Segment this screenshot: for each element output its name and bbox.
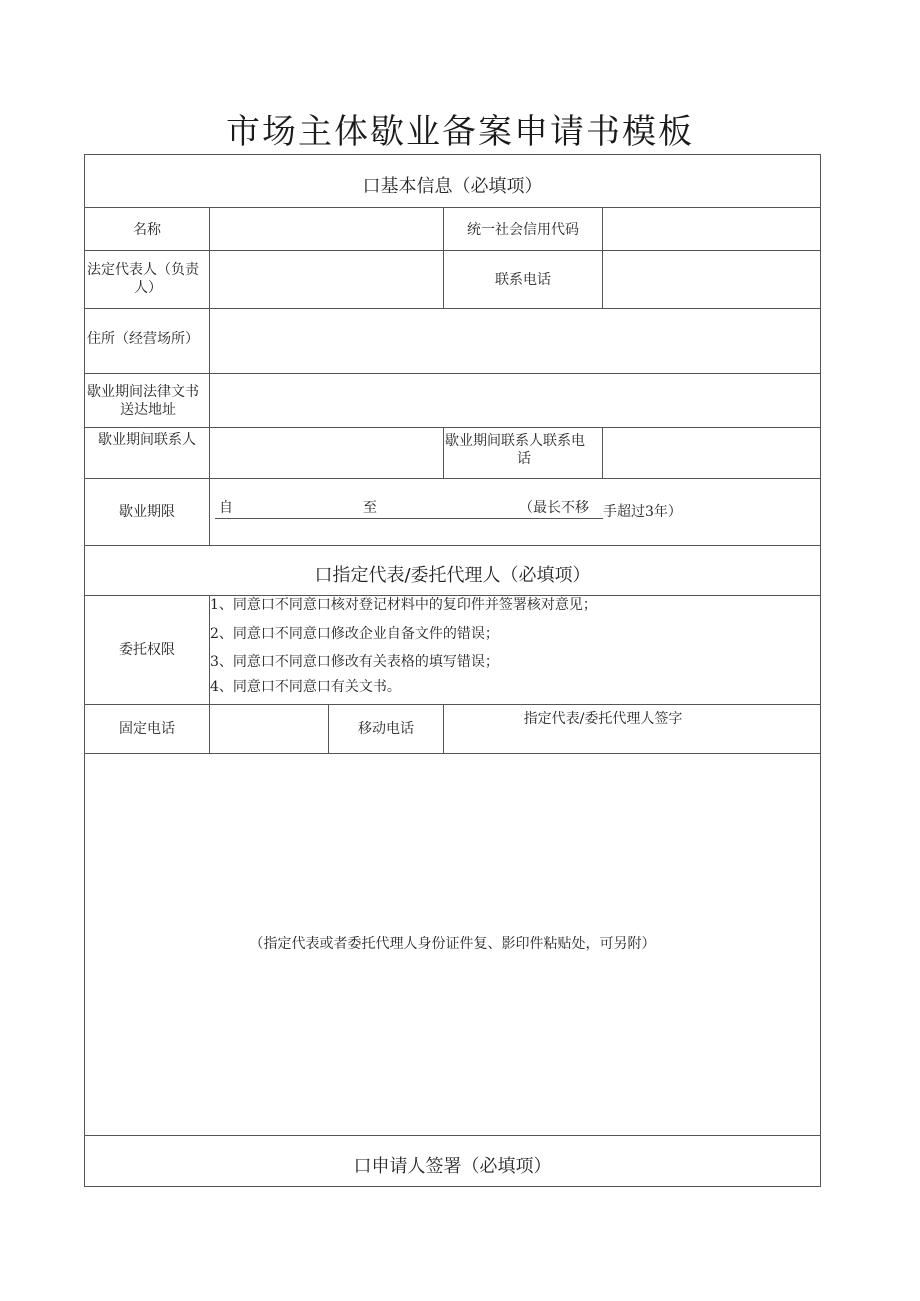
contact-phone-input[interactable]	[603, 428, 820, 478]
section-agent-heading: 口指定代表/委托代理人（必填项）	[314, 565, 591, 586]
credit-code-label: 统一社会信用代码	[467, 222, 579, 238]
period-to-input[interactable]	[381, 497, 511, 517]
address-input[interactable]	[210, 309, 820, 373]
doc-address-label-line1: 歇业期间法律文书	[87, 384, 199, 400]
period-note-a: （最长不移	[519, 500, 589, 516]
phone-label: 联系电话	[495, 272, 551, 288]
legal-rep-label-line1: 法定代表人（负责	[87, 262, 199, 278]
landline-label: 固定电话	[119, 721, 175, 737]
period-from-input[interactable]	[235, 497, 355, 517]
application-form	[84, 154, 821, 1187]
column-line	[602, 207, 603, 309]
authority-label: 委托权限	[119, 642, 175, 658]
doc-address-label-line2: 送达地址	[120, 402, 176, 418]
legal-rep-label-line2: 人）	[134, 280, 162, 296]
id-paste-note: （指定代表或者委托代理人身份证件复、影印件粘贴处，可另附）	[249, 936, 656, 952]
period-label: 歇业期限	[119, 504, 175, 520]
mobile-label: 移动电话	[358, 721, 414, 737]
phone-input[interactable]	[603, 251, 820, 308]
authority-item[interactable]: 1、同意口不同意口核对登记材料中的复印件并签署核对意见；	[210, 597, 597, 613]
column-line	[209, 595, 210, 753]
period-to-label: 至	[363, 500, 377, 516]
divider	[85, 545, 820, 546]
column-line	[443, 704, 444, 753]
divider	[85, 704, 820, 705]
contact-phone-label-line1: 歇业期间联系人联系电	[445, 433, 585, 449]
divider	[85, 1135, 820, 1136]
contact-label: 歇业期间联系人	[98, 432, 196, 448]
column-line	[328, 704, 329, 753]
authority-item[interactable]: 2、同意口不同意口修改企业自备文件的错误；	[210, 626, 499, 642]
doc-address-label	[87, 383, 209, 419]
section-basic-info-heading: 口基本信息（必填项）	[362, 176, 543, 197]
authority-item[interactable]: 4、同意口不同意口有关文书。	[210, 679, 401, 695]
period-from-label: 自	[219, 500, 233, 516]
name-input[interactable]	[210, 208, 443, 250]
credit-code-input[interactable]	[603, 208, 820, 250]
contact-input[interactable]	[210, 428, 443, 478]
name-label: 名称	[133, 222, 161, 238]
period-underline	[215, 518, 603, 519]
column-line	[209, 207, 210, 545]
column-line	[443, 207, 444, 309]
column-line	[443, 427, 444, 478]
legal-rep-input[interactable]	[210, 251, 443, 308]
divider	[85, 478, 820, 479]
authority-item[interactable]: 3、同意口不同意口修改有关表格的填写错误；	[210, 654, 499, 670]
doc-address-input[interactable]	[210, 374, 820, 427]
landline-input[interactable]	[210, 705, 328, 753]
sign-label: 指定代表/委托代理人签字	[523, 711, 683, 727]
section-signature-heading: 口申请人签署（必填项）	[353, 1156, 552, 1177]
column-line	[602, 427, 603, 478]
period-note-b: 手超过3年）	[603, 504, 682, 520]
agent-signature-area[interactable]	[444, 730, 820, 753]
legal-rep-label	[87, 261, 209, 297]
contact-phone-label	[445, 432, 603, 468]
contact-phone-label-line2: 话	[517, 451, 531, 467]
address-label: 住所（经营场所）	[87, 331, 199, 347]
page-title: 市场主体歇业备案申请书模板	[226, 112, 694, 152]
